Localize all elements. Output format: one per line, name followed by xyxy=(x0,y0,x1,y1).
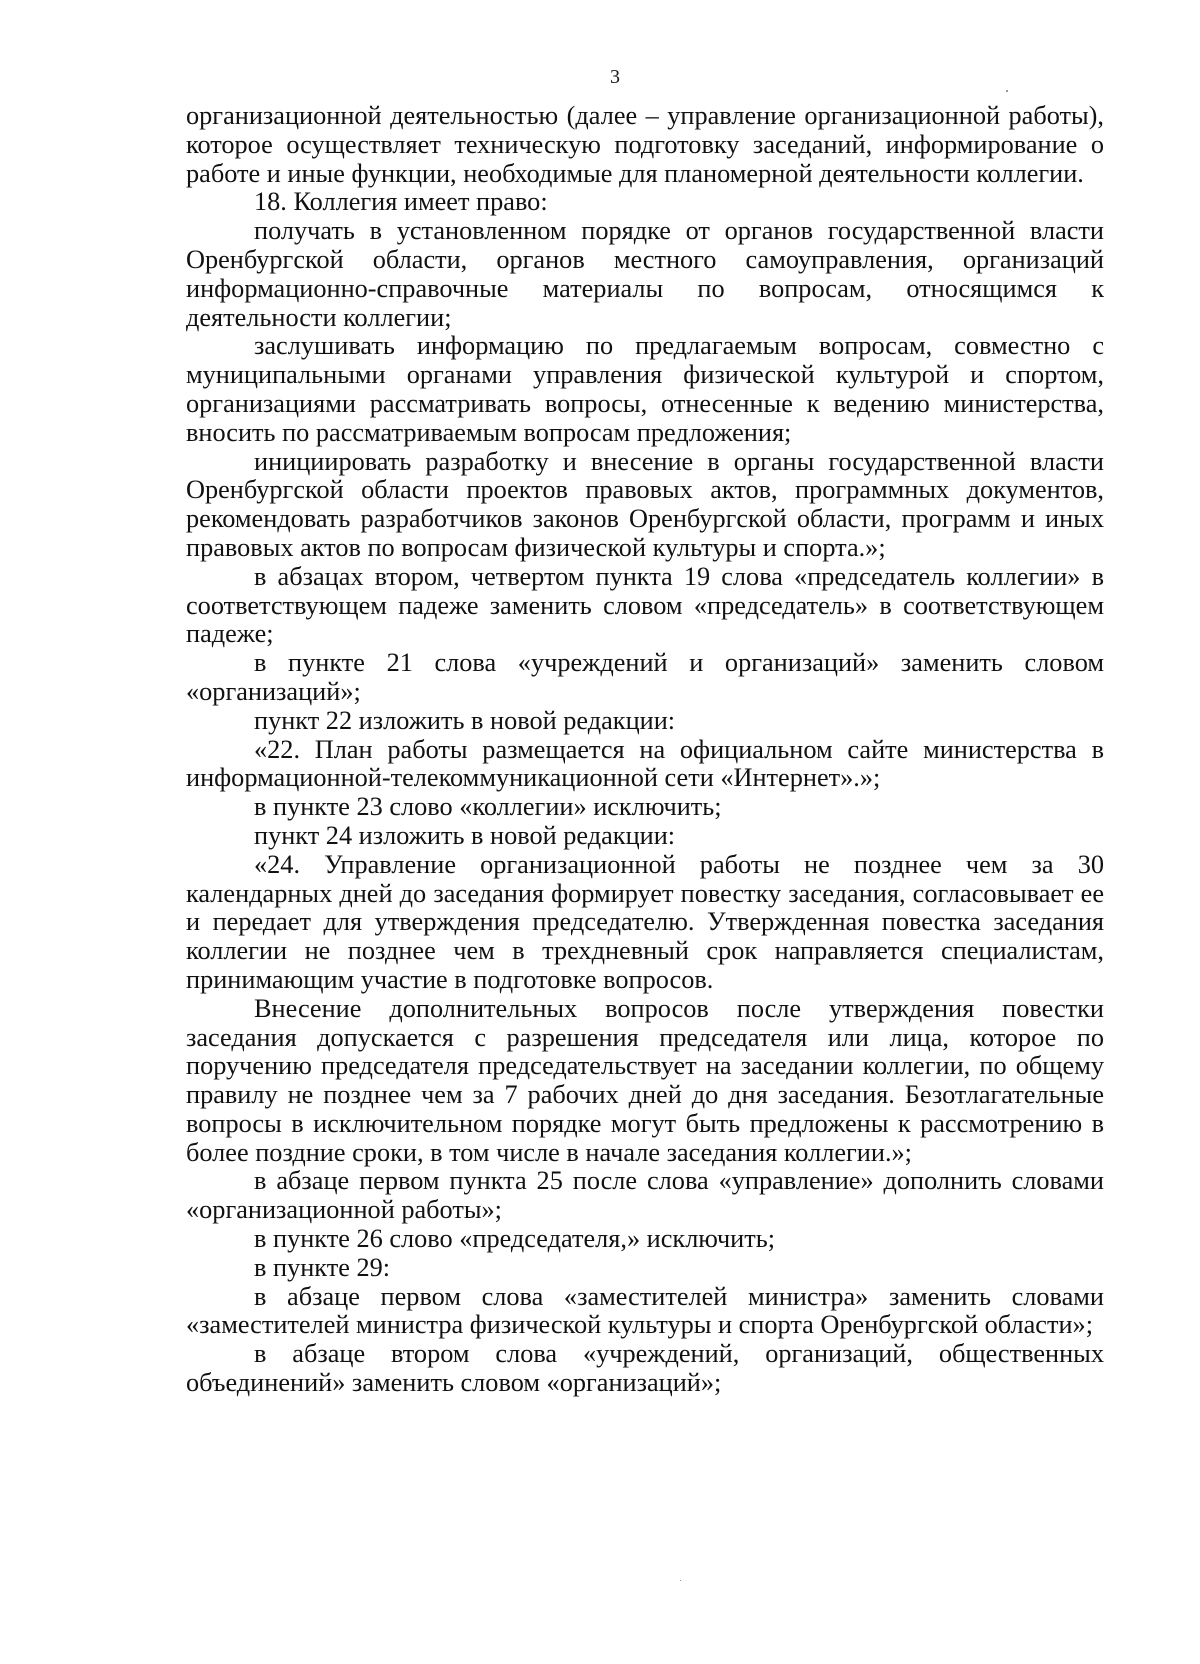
paragraph: в абзаце втором слова «учреждений, организаций, общественных объединений» заменить словом «организаций»; xyxy=(186,1339,1104,1398)
paragraph: Внесение дополнительных вопросов после утверждения повестки заседания допускается с разрешения председателя или лица, которое по поручению председателя председательствует на заседании коллегии, по общему правилу не позднее чем за 7 рабочих дней до дня заседания. Безотлагательные вопросы в исключительном порядке могут быть предложены к рассмотрению в более поздние сроки, в том числе в начале заседания коллегии.»; xyxy=(186,993,1104,1167)
document-body xyxy=(186,102,1104,1398)
paragraph: пункт 24 изложить в новой редакции: xyxy=(254,820,676,850)
paragraph: 18. Коллегия имеет право: xyxy=(254,187,548,217)
paragraph: «24. Управление организационной работы не позднее чем за 30 календарных дней до заседания формирует повестку заседания, согласовывает ее и передает для утверждения председателю. Утвержденная повестка заседания коллегии не позднее чем в трехдневный срок направляется специалистам, принимающим участие в подготовке вопросов. xyxy=(186,849,1104,994)
paragraph: «22. План работы размещается на официальном сайте министерства в информационной-телекоммуникационной сети «Интернет».»; xyxy=(186,734,1104,793)
paragraph: в абзацах втором, четвертом пункта 19 слова «председатель коллегии» в соответствующем падеже заменить словом «председатель» в соответствующем падеже; xyxy=(186,561,1104,649)
paragraph: организационной деятельностью (далее – управление организационной работы), которое осуществляет техническую подготовку заседаний, информирование о работе и иные функции, необходимые для планомерной деятельности коллегии. xyxy=(186,101,1104,188)
paragraph: в абзаце первом слова «заместителей министра» заменить словами «заместителей министра физической культуры и спорта Оренбургской области»; xyxy=(186,1281,1104,1340)
scan-speck xyxy=(680,1580,681,1581)
paragraph: заслушивать информацию по предлагаемым вопросам, совместно с муниципальными органами управления физической культурой и спортом, организациями рассматривать вопросы, отнесенные к ведению министерства, вносить по рассматриваемым вопросам предложения; xyxy=(186,331,1104,447)
paragraph: в пункте 29: xyxy=(254,1252,391,1282)
paragraph: получать в установленном порядке от органов государственной власти Оренбургской области, органов местного самоуправления, организаций информационно-справочные материалы по вопросам, относящимся к деятельности коллегии; xyxy=(186,216,1104,332)
paragraph: инициировать разработку и внесение в органы государственной власти Оренбургской области проектов правовых актов, программных документов, рекомендовать разработчиков законов Оренбургской области, программ и иных правовых актов по вопросам физической культуры и спорта.»; xyxy=(186,446,1104,562)
paragraph: в абзаце первом пункта 25 после слова «управление» дополнить словами «организационной работы»; xyxy=(186,1166,1104,1225)
paragraph: пункт 22 изложить в новой редакции: xyxy=(254,705,676,735)
paragraph: в пункте 21 слова «учреждений и организаций» заменить словом «организаций»; xyxy=(186,648,1104,706)
paragraph: в пункте 23 слово «коллегии» исключить; xyxy=(254,792,722,822)
scan-speck xyxy=(1006,90,1008,92)
paragraph: в пункте 26 слово «председателя,» исключить; xyxy=(254,1224,776,1254)
page-number: 3 xyxy=(610,66,620,88)
